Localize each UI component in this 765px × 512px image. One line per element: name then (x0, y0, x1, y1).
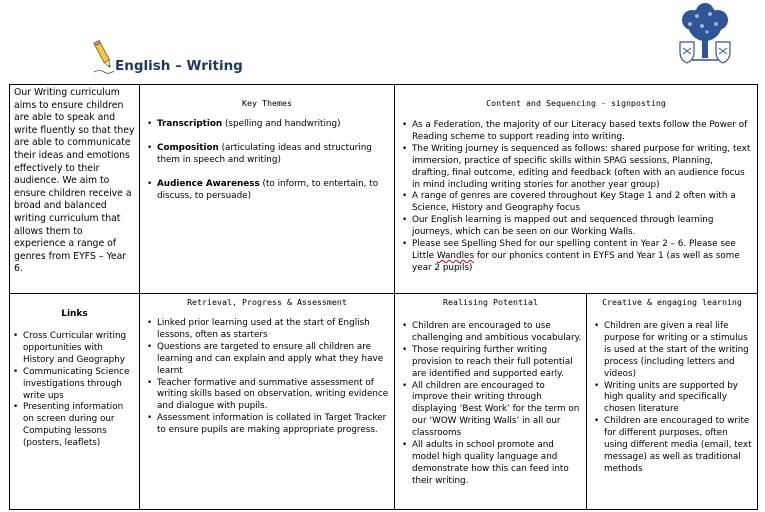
intro-text: Our Writing curriculum aims to ensure children are able to speak and write fluently so that they are able to communicate their ideas and emotions effectively to their audience. We aim to ensure children receive a broad and balanced writing curriculum that allows them to experience a range of genres from EYFS – Year 6. (14, 87, 135, 275)
list-item: • Our English learning is mapped out and sequenced through learning journeys, which can be seen on our Working Walls. (397, 215, 751, 239)
list-item: • Presenting information on screen during our Computing lessons (posters, leaflets) (10, 402, 136, 450)
creative-heading: Creative & engaging learning (602, 297, 742, 307)
retrieval-heading: Retrieval, Progress & Assessment (187, 297, 347, 307)
list-item: • Transcription (spelling and handwriting) (142, 119, 390, 131)
list-item: • As a Federation, the majority of our Literacy based texts follow the Power of Reading scheme to support reading into writing. (397, 120, 751, 144)
links-heading: Links (61, 309, 88, 319)
curriculum-table (9, 84, 758, 510)
key-themes-heading: Key Themes (242, 98, 292, 108)
retrieval-cell (140, 294, 395, 510)
list-item: • Those requiring further writing provision to reach their full potential are identified and supported early. (397, 345, 582, 381)
content-heading: Content and Sequencing - signposting (486, 98, 666, 108)
list-item: • Audience Awareness (to inform, to entertain, to discuss, to persuade) (142, 179, 390, 203)
potential-cell (395, 294, 587, 510)
list-item: • Children are given a real life purpose for writing or a stimulus is used at the start of the writing process (including letters and videos) (589, 321, 753, 381)
list-item: • Children are encouraged to write for different purposes, often using different media (email, text message) as well as traditional methods (589, 416, 753, 476)
list-item: • Cross Curricular writing opportunities with History and Geography (10, 331, 136, 367)
pencil-icon (92, 38, 116, 74)
list-item: • Please see Spelling Shed for our spelling content in Year 2 – 6. Please see Little Wandles for our phonics content in EYFS and Year 1 (as well as some year 2 pupils) (397, 239, 751, 275)
creative-cell (587, 294, 758, 510)
school-logo-icon (672, 2, 738, 68)
key-themes-cell (140, 85, 395, 294)
list-item: • Children are encouraged to use challenging and ambitious vocabulary. (397, 321, 582, 345)
list-item: • All adults in school promote and model high quality language and demonstrate how this can feed into their writing. (397, 440, 582, 488)
page-title: English – Writing (115, 58, 243, 74)
intro-cell (10, 85, 140, 294)
list-item: • Assessment information is collated in Target Tracker to ensure pupils are making appropriate progress. (142, 413, 390, 437)
list-item: • Composition (articulating ideas and structuring them in speech and writing) (142, 143, 390, 167)
list-item: • All children are encouraged to improve their writing through displaying ‘Best Work’ for the term on our ‘WOW Writing Walls’ in all our classrooms (397, 381, 582, 441)
potential-heading: Realising Potential (443, 297, 538, 307)
list-item: • The Writing journey is sequenced as follows: shared purpose for writing, text immersion, practice of specific skills within SPAG sessions, Planning, drafting, final outcome, editing and feedback (often with an audience focus in mind including writing stories for another year group) (397, 144, 751, 192)
list-item: • Writing units are supported by high quality and specifically chosen literature (589, 381, 753, 417)
links-cell (10, 294, 140, 510)
list-item: • Communicating Science investigations through write ups (10, 367, 136, 403)
table-row (10, 294, 758, 510)
list-item: • Linked prior learning used at the start of English lessons, often as starters (142, 318, 390, 342)
list-item: • A range of genres are covered throughout Key Stage 1 and 2 often with a Science, History and Geography focus (397, 191, 751, 215)
content-cell (395, 85, 758, 294)
list-item: • Questions are targeted to ensure all children are learning and can explain and apply what they have learnt (142, 342, 390, 378)
list-item: • Teacher formative and summative assessment of writing skills based on observation, writing evidence and dialogue with pupils. (142, 378, 390, 414)
table-row (10, 85, 758, 294)
